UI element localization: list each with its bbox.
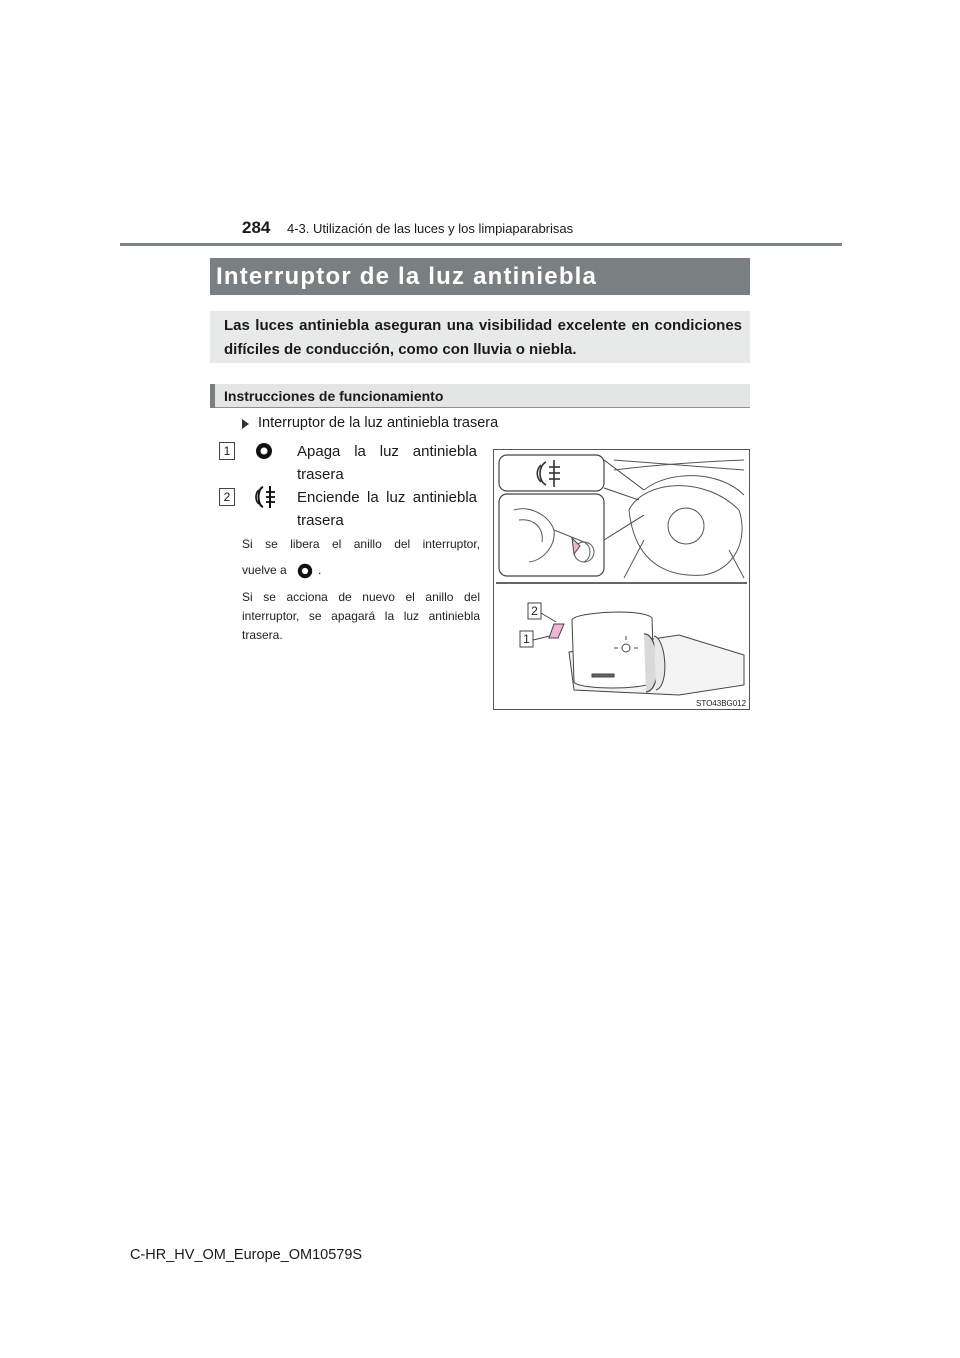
note-release-prefix: vuelve a xyxy=(242,563,287,577)
item-2-line2: trasera xyxy=(297,512,344,529)
callout-2-leader xyxy=(541,613,556,622)
item-1-line2: trasera xyxy=(297,466,344,483)
callout-leader-top xyxy=(604,460,644,490)
footer-document-id: C-HR_HV_OM_Europe_OM10579S xyxy=(130,1247,363,1263)
note-release-suffix: . xyxy=(318,563,322,577)
callout-2-label: 2 xyxy=(531,604,538,618)
item-number-2: 2 xyxy=(219,488,235,506)
fog-light-off-icon xyxy=(296,562,314,580)
section-path: 4-3. Utilización de las luces y los limpiaparabrisas xyxy=(287,221,574,236)
lever-closeup xyxy=(569,612,744,695)
item-2-line1: Enciende la luz antiniebla xyxy=(297,489,477,506)
steering-wheel-scene xyxy=(614,460,744,578)
callout-leader-hand xyxy=(604,515,644,540)
subsection-heading xyxy=(210,384,750,408)
callout-hand-box xyxy=(499,494,604,576)
up-arrow-pink xyxy=(549,624,564,638)
figure-code: STO43BG012 xyxy=(696,699,747,708)
bullet-arrow-icon xyxy=(242,419,249,429)
page-number: 284 xyxy=(242,218,271,237)
subsection-heading-text: Instrucciones de funcionamiento xyxy=(224,388,444,404)
callout-1-leader xyxy=(533,636,550,640)
switch-heading: Interruptor de la luz antiniebla trasera xyxy=(258,415,499,431)
item-1-line1: Apaga la luz antiniebla xyxy=(297,443,477,460)
intro-paragraph: Las luces antiniebla aseguran una visibilidad excelente en condiciones difíciles de conducción, como con lluvia o niebla. xyxy=(210,311,750,363)
illustration-drawing xyxy=(494,450,749,709)
note-release-line2 xyxy=(242,561,480,580)
item-number-1: 1 xyxy=(219,442,235,460)
note-repeat: Si se acciona de nuevo el anillo del interruptor, se apagará la luz antiniebla trasera. xyxy=(242,590,480,642)
page-title: Interruptor de la luz antiniebla xyxy=(210,258,750,295)
fog-switch-illustration xyxy=(493,449,750,710)
rear-fog-light-icon xyxy=(251,484,279,510)
item-2-description xyxy=(297,486,477,532)
item-1-description xyxy=(297,440,477,486)
callout-leader-top-2 xyxy=(604,488,639,500)
callout-1-label: 1 xyxy=(523,632,530,646)
fog-light-off-icon xyxy=(254,441,274,461)
header-divider xyxy=(120,243,842,246)
note-release-line1: Si se libera el anillo del interruptor, xyxy=(242,537,480,551)
